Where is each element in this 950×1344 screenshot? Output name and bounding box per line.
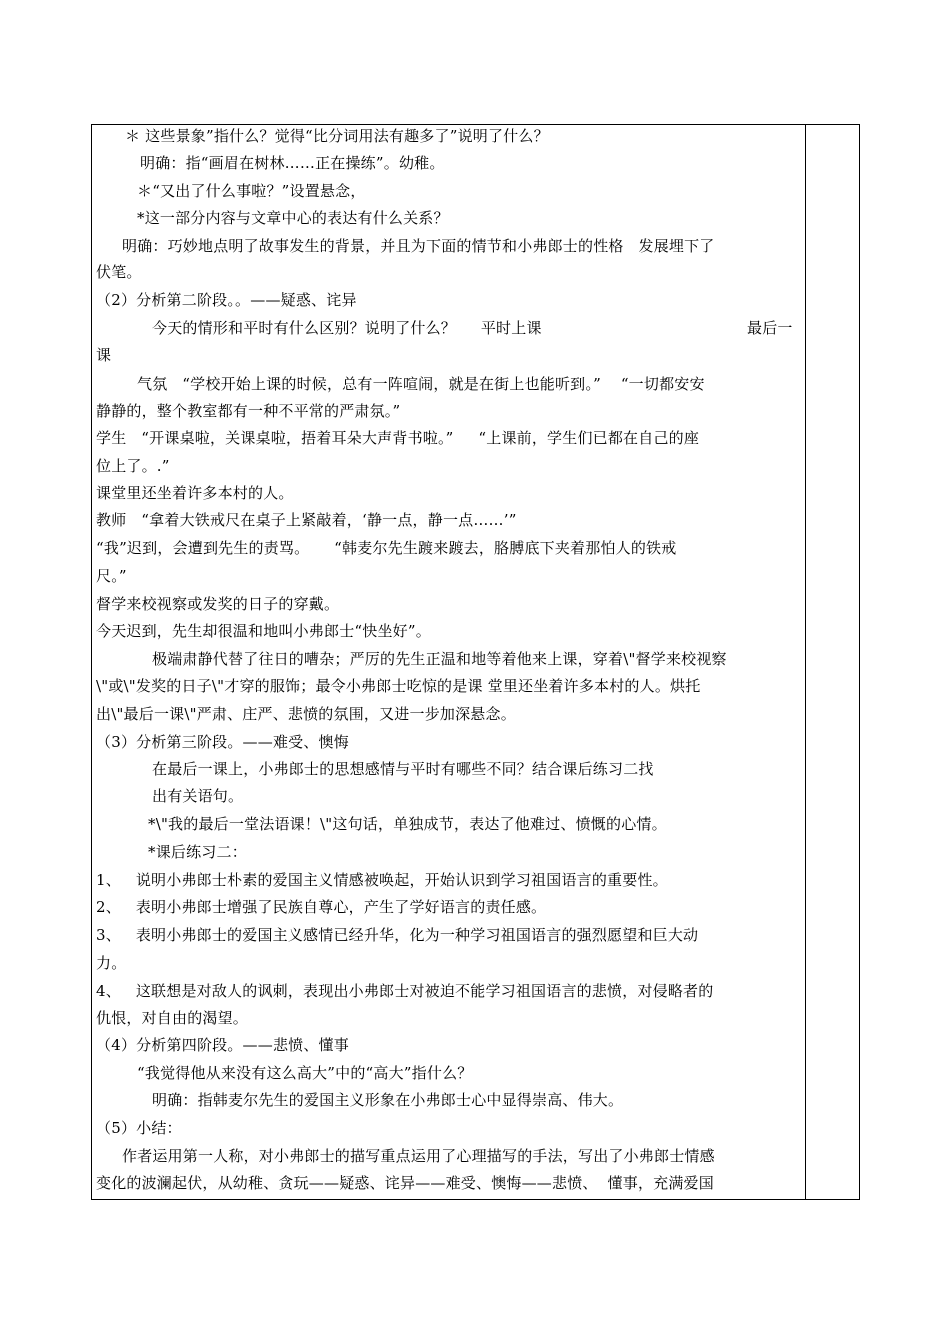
text-line: ＊“又出了什么事啦？”设置悬念， [137,182,366,200]
section-heading: （3）分析第三阶段。——难受、懊悔 [96,733,349,751]
text-line: 静静的，整个教室都有一种不平常的严肃氛。” [96,402,401,420]
text-line: 极端肃静代替了往日的嘈杂；严厉的先生正温和地等着他来上课，穿着\"督学来校视察 [152,650,727,668]
section-heading: （4）分析第四阶段。——悲愤、懂事 [96,1036,349,1054]
text-line: 气氛 “学校开始上课的时候，总有一阵喧闹，就是在街上也能听到。” “一切都安安 [137,375,705,393]
text-line: “我”迟到，会遭到先生的责骂。 “韩麦尔先生踱来踱去，胳膊底下夹着那怕人的铁戒 [96,539,677,557]
text-line: 伏笔。 [96,263,142,281]
text-line: 位上了。.” [96,457,170,475]
text-line: 变化的波澜起伏，从幼稚、贪玩——疑惑、诧异——难受、懊悔——悲愤、 懂事，充满爱国 [96,1174,714,1192]
list-item: 1、 说明小弗郎士朴素的爱国主义情感被唤起，开始认识到学习祖国语言的重要性。 [96,871,668,889]
text-line: ＊ 这些景象”指什么？觉得“比分词用法有趣多了”说明了什么？ [125,127,549,145]
text-line: 最后一 [747,319,793,337]
text-line: 明确：指韩麦尔先生的爱国主义形象在小弗郎士心中显得崇高、伟大。 [152,1091,624,1109]
text-line: 明确：指“画眉在树林……正在操练”。幼稚。 [140,154,445,172]
list-item: 2、 表明小弗郎士增强了民族自尊心，产生了学好语言的责任感。 [96,898,547,916]
text-line: 督学来校视察或发奖的日子的穿戴。 [96,595,340,613]
text-line: “我觉得他从来没有这么高大”中的“高大”指什么？ [137,1064,473,1082]
section-heading: （2）分析第二阶段。。——疑惑、诧异 [96,291,357,309]
text-line: *课后练习二： [148,843,247,861]
list-item: 4、 这联想是对敌人的讽刺，表现出小弗郎士对被迫不能学习祖国语言的悲愤，对侵略者的 [96,982,714,1000]
text-line: 课堂里还坐着许多本村的人。 [96,484,294,502]
lesson-table [91,124,860,1200]
text-line: *这一部分内容与文章中心的表达有什么关系？ [137,209,449,227]
text-line: 尺。” [96,567,127,585]
list-item: 3、 表明小弗郎士的爱国主义感情已经升华，化为一种学习祖国语言的强烈愿望和巨大动 [96,926,699,944]
column-divider [805,125,806,1199]
text-line: 仇恨，对自由的渴望。 [96,1009,249,1027]
text-line: 作者运用第一人称，对小弗郎士的描写重点运用了心理描写的手法，写出了小弗郎士情感 [122,1147,715,1165]
text-line: 今天的情形和平时有什么区别？说明了什么？ 平时上课 [152,319,542,337]
text-line: 出\"最后一课\"严肃、庄严、悲愤的氛围，又进一步加深悬念。 [96,705,516,723]
text-line: 在最后一课上，小弗郎士的思想感情与平时有哪些不同？结合课后练习二找 [152,760,654,778]
text-line: 明确：巧妙地点明了故事发生的背景，并且为下面的情节和小弗郎士的性格 发展埋下了 [122,237,715,255]
lesson-content-cell [92,125,805,1199]
section-heading: （5）小结： [96,1119,182,1137]
text-line: 课 [96,346,112,364]
text-line: \"或\"发奖的日子\"才穿的服饰；最令小弗郎士吃惊的是课 堂里还坐着许多本村的人。烘托 [96,677,701,695]
text-line: 学生 “开课桌啦，关课桌啦，捂着耳朵大声背书啦。” “上课前，学生们已都在自己的座 [96,429,700,447]
text-line: 教师 “拿着大铁戒尺在桌子上紧敲着，‘静一点，静一点……’” [96,511,517,529]
text-line: *\"我的最后一堂法语课！\"这句话，单独成节，表达了他难过、愤慨的心情。 [148,815,667,833]
text-line: 今天迟到，先生却很温和地叫小弗郎士“快坐好”。 [96,622,431,640]
text-line: 出有关语句。 [152,787,244,805]
text-line: 力。 [96,954,127,972]
